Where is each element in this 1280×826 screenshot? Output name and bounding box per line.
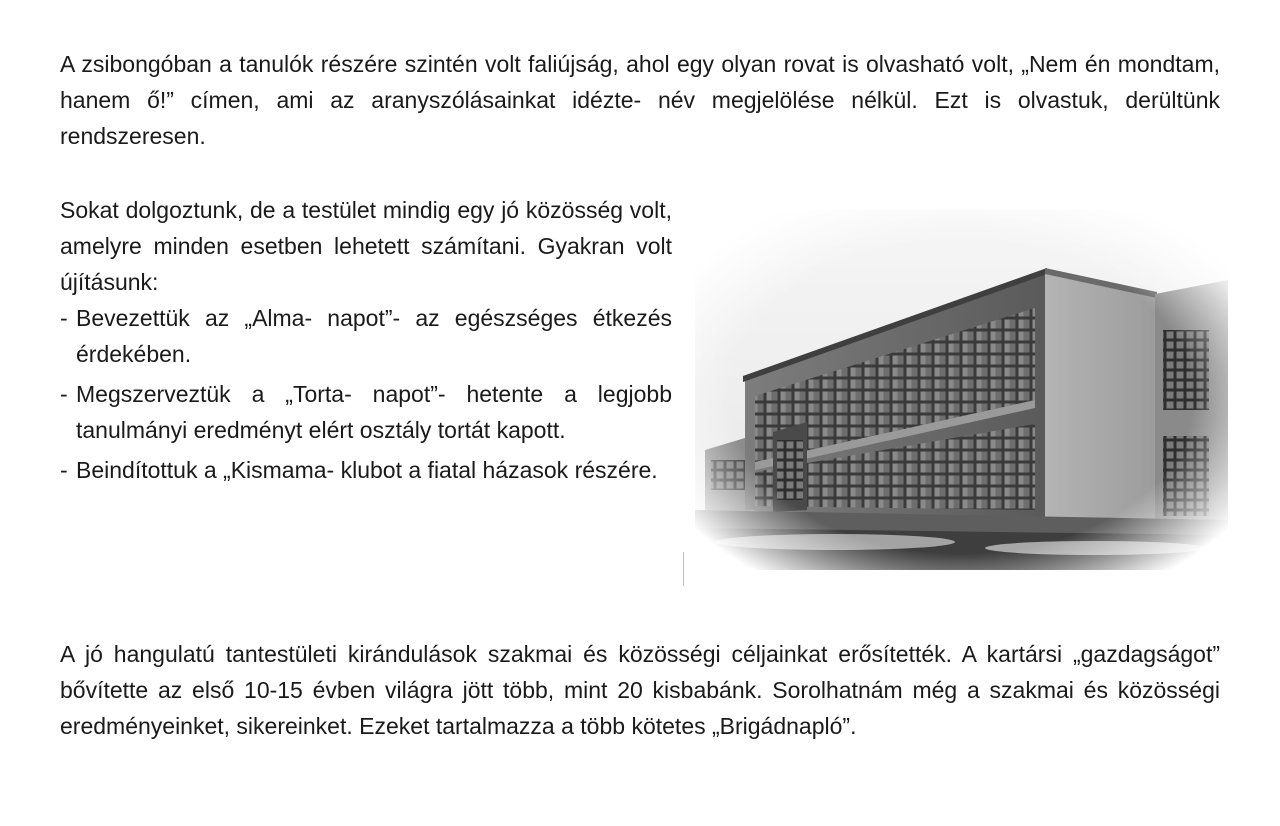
innovations-list (60, 300, 672, 488)
school-building-photo (695, 210, 1228, 570)
community-text-column (60, 192, 672, 492)
text-cursor (683, 552, 684, 586)
community-paragraph: Sokat dolgoztunk, de a testület mindig egy jó közösség volt, amelyre minden esetben lehetett számítani. Gyakran volt újításunk: (60, 197, 672, 295)
list-item-text: Megszerveztük a „Torta- napot”- hetente a legjobb tanulmányi eredményt elért osztály tortát kapott. (76, 381, 672, 443)
list-item (60, 376, 672, 448)
list-dash: - (60, 457, 68, 483)
closing-paragraph: A jó hangulatú tantestületi kirándulások szakmai és közösségi céljainkat erősítették. A kartársi „gazdagságot” bővítette az első 10-15 évben világra jött több, mint 20 kisbabánk. Sorolhatnám még a szakmai és közösségi eredményeinket, sikereinket. Ezeket tartalmazza a több kötetes „Brigádnapló”. (60, 641, 1220, 739)
closing-section (60, 636, 1220, 744)
list-item (60, 452, 672, 488)
list-item (60, 300, 672, 372)
list-dash: - (60, 381, 68, 407)
list-item-text: Bevezettük az „Alma- napot”- az egészséges étkezés érdekében. (76, 305, 672, 367)
list-item-text: Beindítottuk a „Kismama- klubot a fiatal házasok részére. (76, 457, 658, 483)
list-dash: - (60, 305, 68, 331)
intro-paragraph: A zsibongóban a tanulók részére szintén volt faliújság, ahol egy olyan rovat is olvasható volt, „Nem én mondtam, hanem ő!” címen, ami az aranyszólásainkat idézte- név megjelölése nélkül. Ezt is olvastuk, derültünk rendszeresen. (60, 51, 1220, 149)
